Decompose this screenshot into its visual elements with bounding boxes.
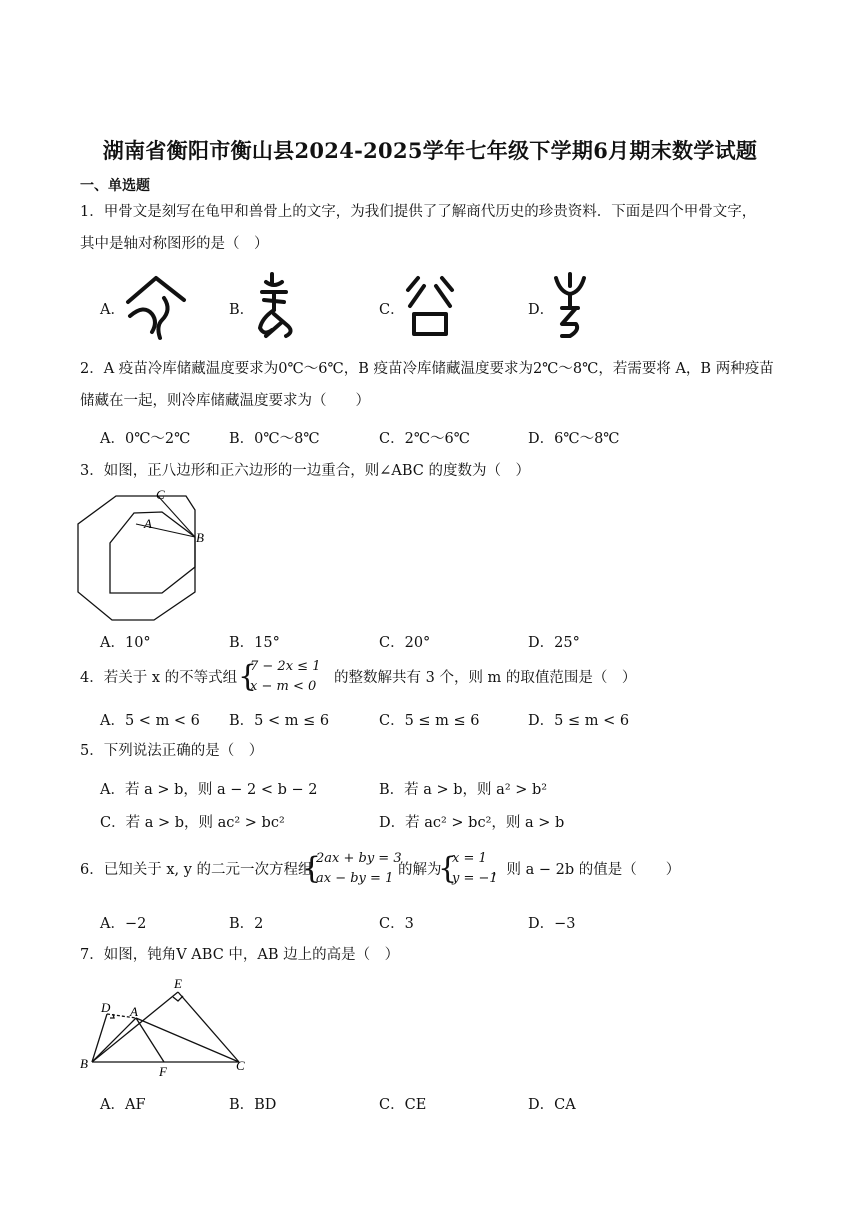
equation-system [316, 849, 402, 889]
q3-option-d: D．25° [528, 635, 580, 651]
question-3-text: 3．如图，正八边形和正六边形的一边重合，则∠ABC 的度数为（ ） [80, 463, 530, 479]
q4-option-b: B．5 < m ≤ 6 [229, 713, 330, 729]
q6-option-c: C．3 [379, 916, 414, 932]
q5-option-b: B．若 a > b，则 a² > b² [379, 782, 548, 798]
q2-option-d: D．6℃～8℃ [528, 431, 620, 447]
q7-option-a: A．AF [100, 1097, 146, 1113]
point-e-label: E [174, 976, 182, 991]
inequality-system [250, 657, 320, 697]
point-d-label: D [101, 1000, 111, 1015]
q5-option-a: A．若 a > b，则 a − 2 < b − 2 [100, 782, 318, 798]
q6-option-b: B．2 [229, 916, 264, 932]
page-title: 湖南省衡阳市衡山县2024-2025学年七年级下学期6月期末数学试题 [102, 138, 758, 163]
q2-option-b: B．0℃～8℃ [229, 431, 320, 447]
section-heading: 一、单选题 [80, 178, 150, 194]
q6-option-d: D．−3 [528, 916, 576, 932]
equation-1: 2ax + by = 3 [316, 851, 402, 866]
brace-icon: { [438, 851, 458, 886]
question-2-text: 2．A 疫苗冷库储藏温度要求为0℃～6℃，B 疫苗冷库储藏温度要求为2℃～8℃，若需要将 A，B 两种疫苗 [80, 361, 774, 377]
q1-option-b-label: B． [229, 302, 255, 318]
question-6-text: 6．已知关于 x, y 的二元一次方程组 [80, 862, 313, 878]
q7-option-b: B．BD [229, 1097, 277, 1113]
q4-option-a: A．5 < m < 6 [100, 713, 200, 729]
question-5-text: 5．下列说法正确的是（ ） [80, 743, 264, 759]
question-2-text-cont: 储藏在一起，则冷库储藏温度要求为（ ） [80, 393, 370, 409]
q3-option-a: A．10° [100, 635, 151, 651]
question-6-text-cont: ，则 a − 2b 的值是（ ） [492, 862, 681, 878]
solution-system [452, 849, 498, 889]
octagon-hexagon-figure [74, 486, 214, 626]
q1-option-c-label: C． [379, 302, 405, 318]
inequality-2: x − m < 0 [250, 679, 317, 694]
point-b-label: B [196, 530, 204, 545]
point-c-label: C [236, 1058, 245, 1073]
regular-octagon [78, 496, 195, 620]
question-1-text: 1．甲骨文是刻写在龟甲和兽骨上的文字，为我们提供了了解商代历史的珍贵资料．下面是四个甲骨文字， [80, 204, 757, 220]
oracle-glyph-a [122, 270, 192, 342]
regular-hexagon [110, 512, 195, 593]
q7-option-d: D．CA [528, 1097, 576, 1113]
q2-option-c: C．2℃～6℃ [379, 431, 470, 447]
q1-option-a-label: A． [100, 302, 125, 318]
equation-2: ax − by = 1 [316, 871, 394, 886]
point-c-label: C [156, 487, 165, 502]
q5-option-c: C．若 a > b，则 ac² > bc² [100, 815, 285, 831]
solution-y: y = −1 [452, 871, 498, 886]
q7-option-c: C．CE [379, 1097, 427, 1113]
point-a-label: A [130, 1004, 138, 1019]
solution-x: x = 1 [452, 851, 487, 866]
q4-option-c: C．5 ≤ m ≤ 6 [379, 713, 480, 729]
point-f-label: F [159, 1064, 167, 1079]
question-6-mid: 的解为 [398, 862, 442, 878]
oracle-glyph-b [252, 270, 304, 342]
q3-option-c: C．20° [379, 635, 431, 651]
question-4-text: 4．若关于 x 的不等式组 [80, 670, 238, 686]
question-4-text-cont: 的整数解共有 3 个，则 m 的取值范围是（ ） [334, 670, 637, 686]
point-b-label: B [80, 1056, 88, 1071]
q1-option-d-label: D． [528, 302, 555, 318]
question-7-text: 7．如图，钝角V ABC 中，AB 边上的高是（ ） [80, 947, 400, 963]
question-1-text-cont: 其中是轴对称图形的是（ ） [80, 236, 269, 252]
brace-icon: { [302, 851, 322, 886]
q3-option-b: B．15° [229, 635, 280, 651]
point-a-label: A [144, 516, 152, 531]
q4-option-d: D．5 ≤ m < 6 [528, 713, 630, 729]
inequality-1: 7 − 2x ≤ 1 [250, 659, 321, 674]
q6-option-a: A．−2 [100, 916, 147, 932]
q2-option-a: A．0℃～2℃ [100, 431, 191, 447]
oracle-glyph-c [400, 270, 460, 342]
obtuse-triangle-figure [74, 972, 254, 1082]
oracle-glyph-d [550, 270, 590, 342]
brace-icon: { [238, 659, 258, 694]
q5-option-d: D．若 ac² > bc²，则 a > b [379, 815, 565, 831]
